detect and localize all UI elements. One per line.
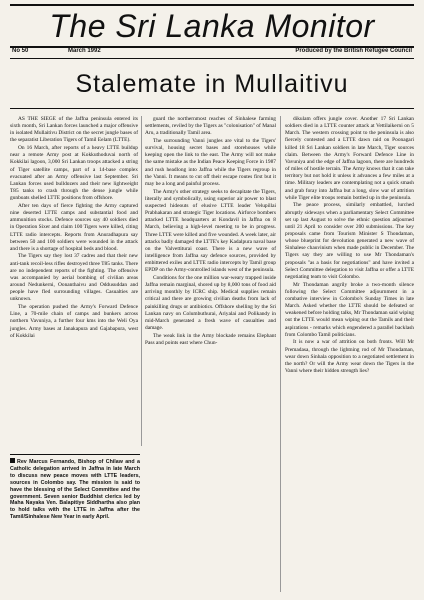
paragraph: The weak link in the Army blockade remains Elephant Pass and points east where Chun- [145,332,276,346]
paragraph: Conditions for the one million war-weary trapped inside Jaffna remain marginal, shored up by 8,000 tons of food aid arriving monthly by ICRC ship. Medical supplies remain critical and there are growing civilian deaths from lack of painkilling drugs or antibiotics. Offshore shelling by the Sri Lankan navy on Columbuthurai, Ariyalai and Polikandy in mid-March generated a fresh wave of casualties and damage. [145,274,276,332]
paragraph: dikulam offers jungle cover. Another 17 Sri Lankan soldiers died in a LTTE counter attack at Vettilaikerni on 5 March. The western crossing point to the peninsula is also fiercely contested and a LTTE dawn raid on Poonagari killed 18 Sri Lankan soldiers in late March, Tiger sources claim. Between the Army's Forward Defence Line in Vavuniya and the edge of Jaffna lagoon, there are hundreds of miles of hostile terrain. The Army knows that it can take territory but not hold it unless it advances a few miles at a time. Military leaders are contemplating not a quick smash and grab foray into Jaffna but a long, slow war of attrition while Tiger elite troops remain bottled up in the peninsula. [285,116,414,201]
paragraph: The Tigers say they lost 37 cadres and that their new anti-tank recoil-less rifles destroyed three T85 tanks. There are no independent reports of the fighting. The offensive was accompanied by aerial bombing of civilian areas around Nedunkerni, Oonanthaivu and Oddusuddan and people have fled surrounding villages. Casualties are unknown. [10,253,138,303]
issue-date: March 1992 [68,48,101,54]
masthead [10,4,414,48]
bullet-square-icon [10,458,15,463]
issue-bar-rule [10,58,414,59]
masthead-title: The Sri Lanka Monitor [49,8,375,44]
paragraph: The surrounding Vanni jungles are vital to the Tigers' survival, housing secret bases and storehouses while keeping open the link to the east. The Army will not make the same mistake as the Indian Peace Keeping Force in 1987 and rush headlong into Jaffna while the Tigers regroup in the Vanni. It means to cut off their escape routes first but it may be a long and painful process. [145,137,276,187]
paragraph: After ten days of fierce fighting the Army captured nine deserted LTTE camps and substantial food and ammunition stocks. Defence sources say 40 soldiers died in Operation Sixer and claim 100 Tigers were killed, citing LTTE radio intercepts. Reports from Anuradhapura say between 50 and 100 soldiers were wounded in the attack and there is a shortage of hospital beds and blood. [10,202,138,252]
sidebar-news-rule [10,454,140,455]
issue-number: No 50 [12,48,29,54]
sidebar-news-item [10,458,140,521]
paragraph: The Army's other strategy seeks to decapitate the Tigers, literally and symbolically, using superior air power to blast suspected hideouts of elusive LTTE leader Velupillai Prabhakaran and strategic Tiger locations. Airforce bombers attacked LTTE headquarters at Kondavil in Jaffna on 8 March, believing a high-level meeting to be in progress. Three LTTE were killed and five wounded. A week later, air attacks badly damaged the LTTE's key Kadalpura naval base on the Valvettiturai coast. There is a new wave of intelligence from Jaffna say defence sources, provided by embittered exiles and LTTE radio intercepts by Tamil group EPDP on the Army-controlled islands west of the peninsula. [145,188,276,274]
paragraph: Mr Thondaman angrily broke a two-month silence following the Select Committee adjournment in a combative interview in Colombo's Sunday Times in late March. Asked whether the LTTE should be defeated or weakened before holding talks, Mr Thondaman said wiping out the LTTE would mean wiping out the Tamils and their aspirations - remarks which engendered a parallel backlash from Colombo Tamil politicians. [285,281,414,338]
sidebar-news-text: Rev Marcus Fernando, Bishop of Chilaw and a Catholic delegation arrived in Jaffna in late March to discuss new peace moves with LTTE leaders, sources in Colombo say. The mission is said to have the blessing of the Select Committee and the government. Seven senior Buddhist clerics led by Maha Nayaka Ven. Balapitiye Siddhartha also plan to hold talks with the LTTE in Jaffna after the Tamil/Sinhalese New Year in early April. [10,459,140,521]
column-divider [141,116,142,446]
paragraph: The operation pushed the Army's Forward Defence Line, a 70-mile chain of camps and bunkers across northern Vavuniya, a further four kms into the Weli Oya jungles. Army bases at Janakapura and Gajabapura, west of Kokkilai [10,304,138,339]
headline-rule [10,108,414,109]
article-column-1 [10,116,138,446]
issue-bar [10,46,414,58]
paragraph: AS THE SIEGE of the Jaffna peninsula entered its sixth month, Sri Lankan forces launched a major offensive in isolated Mullaitivu District on the secret jungle bases of the separatist Liberation Tigers of Tamil Eelam (LTTE). [10,116,138,144]
producer-credit: Produced by the British Refugee Council [295,48,412,54]
article-column-3 [285,116,414,596]
paragraph: The peace process, similarly embattled, lurched abruptly sideways when a parliamentary Select Committee set up last August to solve the ethnic question adjourned until 21 April to consider over 200 submissions. The key proposals came from Tourism Minister S Thondaman, whose blueprint for devolution generated a new wave of Sinhalese chauvinism when made public in December. The Tigers say they are willing to use Mr Thondaman's proposals "as a basis for negotiations" and have invited a Select Committee delegation to visit Jaffna or offer a LTTE negotiating team to visit Colombo. [285,202,414,280]
paragraph: On 16 March, after reports of a heavy LTTE buildup near a remote Army post at Kokkuthoduvai north of Kokkilai lagoon, 3,000 Sri Lankan troops attacked a string of Tiger satellite camps, part of a 14-base complex evacuated after an Army offensive last September. Sri Lankan forces used bulldozers and their new lightweight T85 tanks to crash through the dense jungle while gunboats shelled LTTE positions from offshore. [10,145,138,202]
article-column-2 [145,116,276,536]
headline: Stalemate in Mullaitivu [75,70,349,98]
paragraph: It is now a war of attrition on both fronts. Will Mr Premadasa, through the lightning rod of Mr Thondaman, wear down Sinhala opposition to a negotiated settlement in the north? Or will the Army wear down the Tigers in the Vanni where their hidden strength lies? [285,339,414,374]
paragraph: guard the northernmost reaches of Sinhalese farming settlements, reviled by the Tigers as "colonisation" of Manal Aru, a traditionally Tamil area. [145,116,276,137]
column-divider [280,116,281,592]
